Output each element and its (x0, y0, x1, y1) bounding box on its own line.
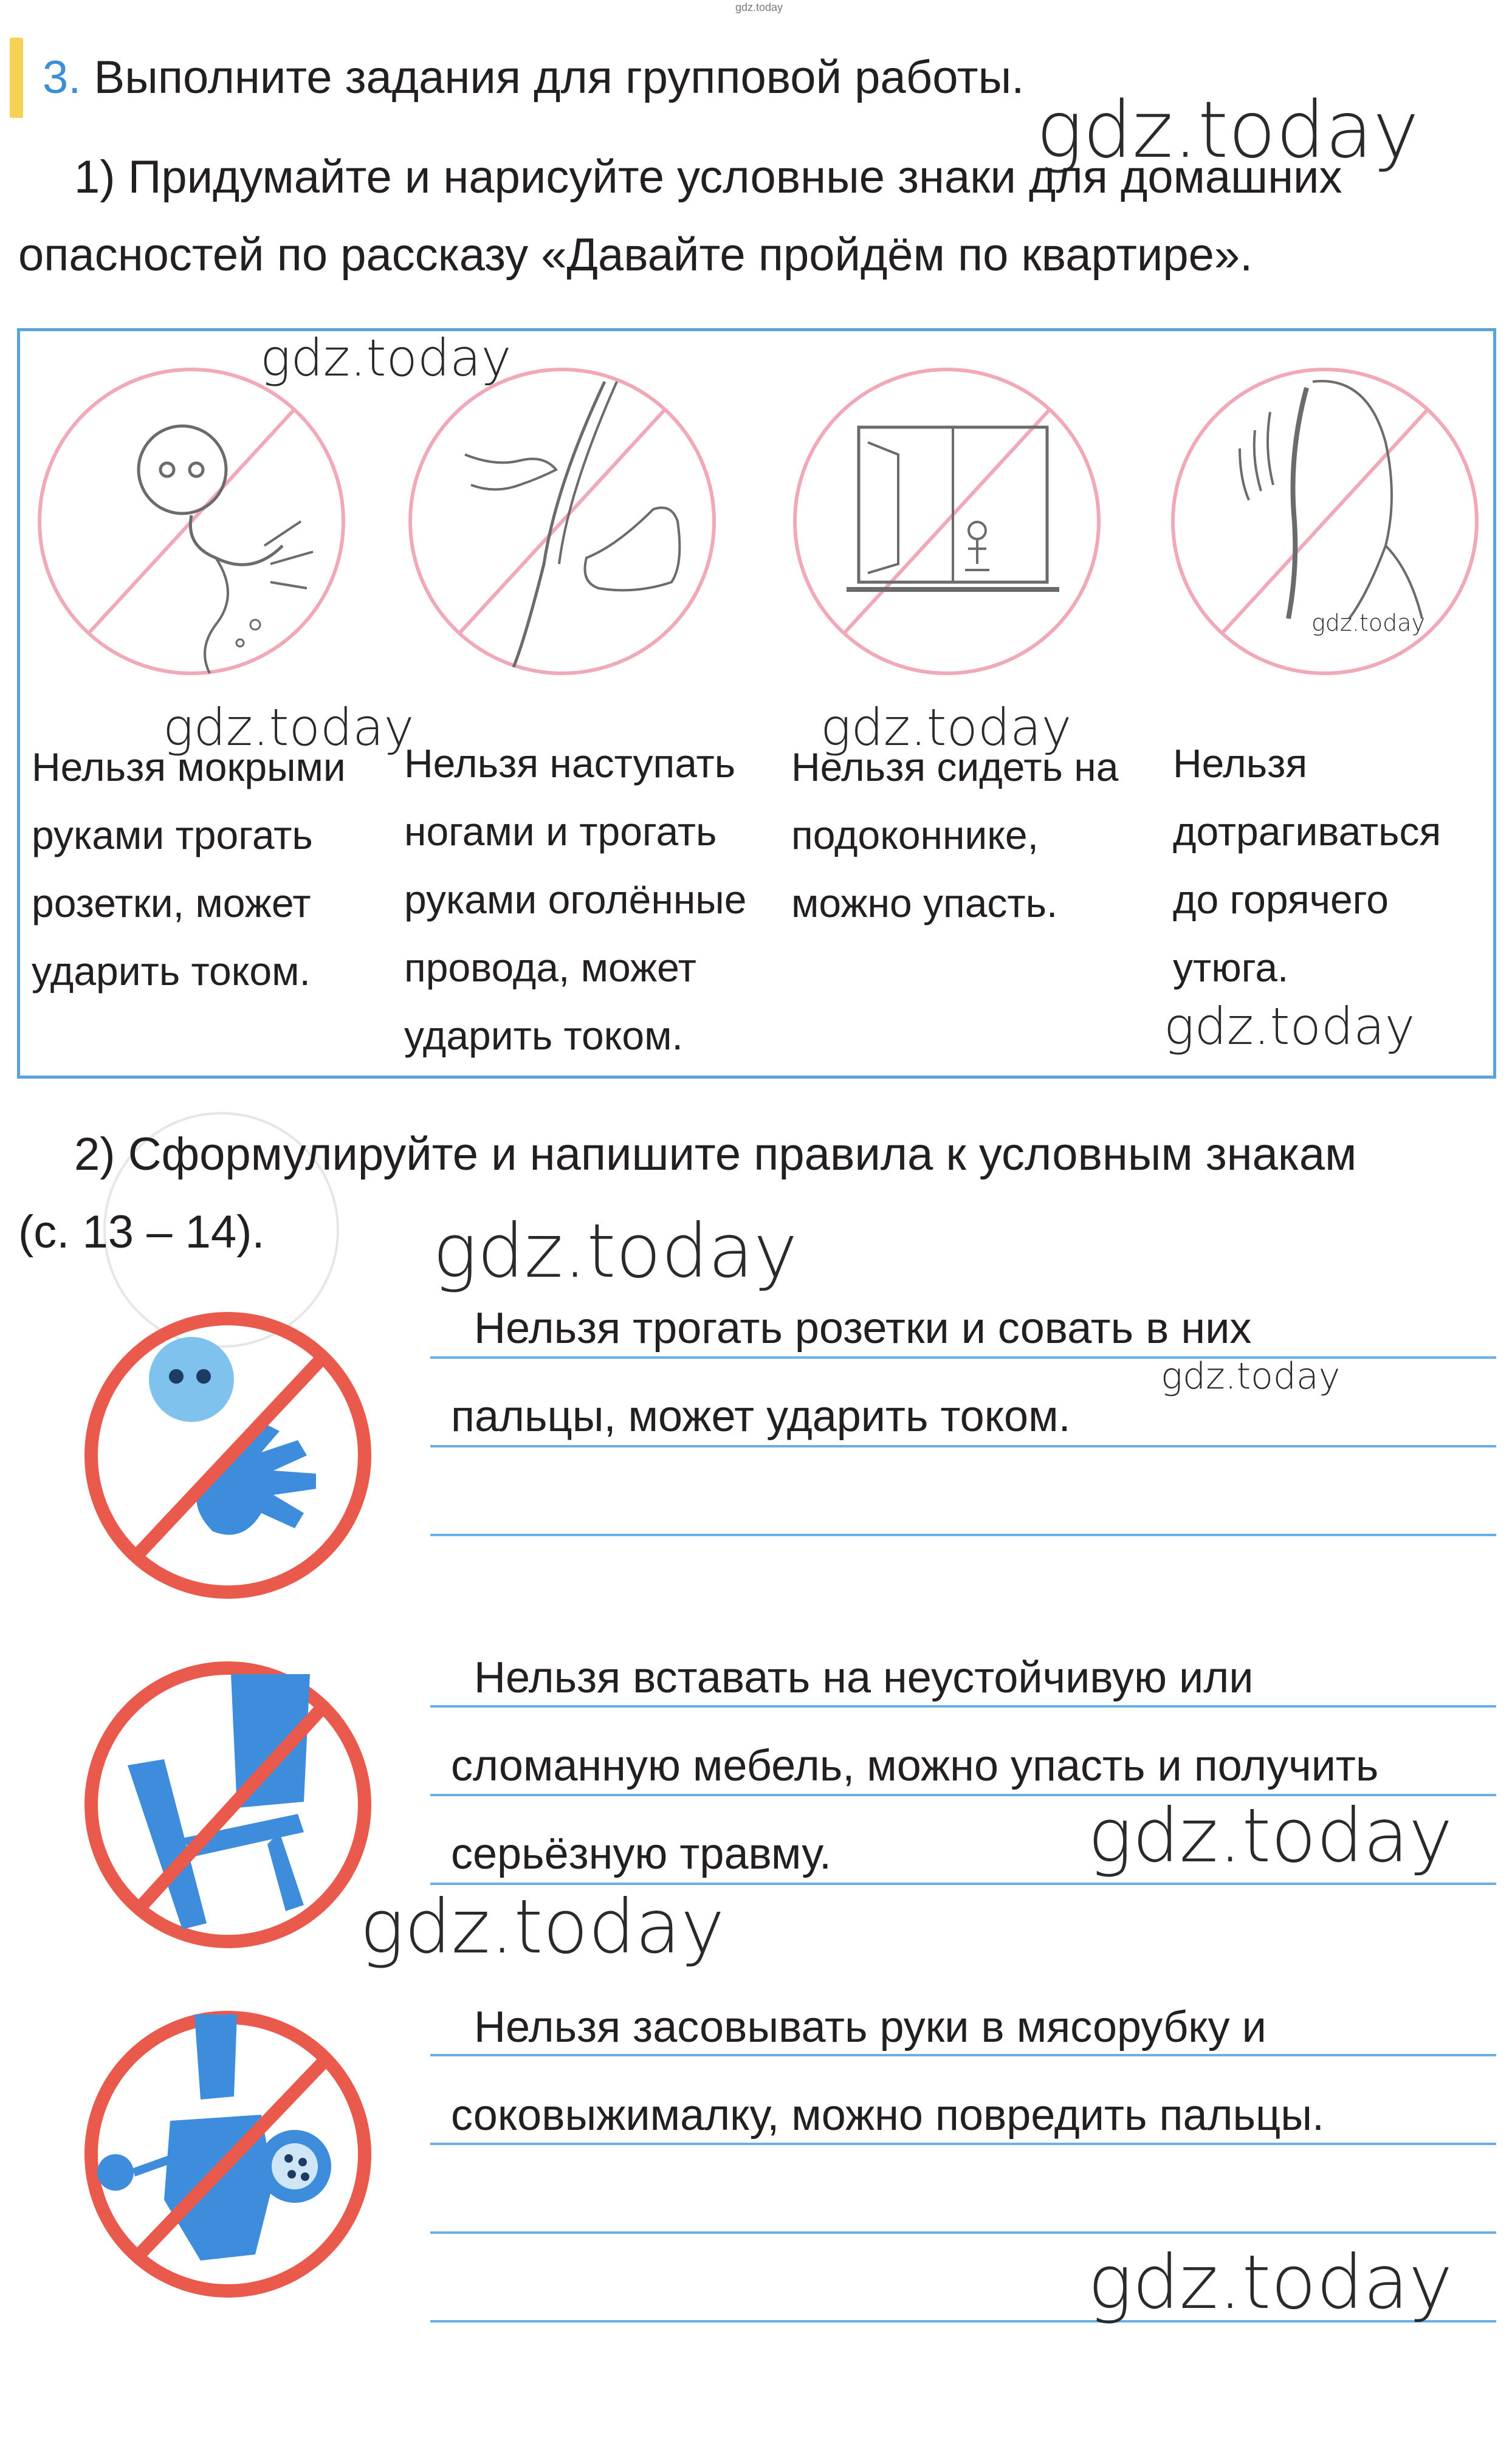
part1-line2: опасностей по рассказу «Давайте пройдём по квартире». (18, 229, 1253, 281)
caption-line: Нельзя сидеть на (791, 744, 1119, 789)
part1-line1: 1) Придумайте и нарисуйте условные знаки для домашних (74, 151, 1342, 203)
sign-caption-2 (404, 729, 746, 1070)
task-heading (43, 47, 1024, 108)
ruled-line (430, 2143, 1496, 2145)
part2-line2: (с. 13 – 14). (18, 1206, 265, 1258)
watermark: gdz.today (433, 1208, 798, 1294)
rule-text: серьёзную травму. (451, 1830, 832, 1878)
rule-text: сломанную мебель, можно упасть и получить (451, 1742, 1379, 1790)
ruled-line (430, 1705, 1496, 1708)
caption-line: руками трогать (32, 812, 313, 857)
caption-line: ногами и трогать (404, 809, 717, 854)
accent-bar (10, 38, 23, 118)
window-sill-icon (789, 363, 1105, 679)
caption-line: до горячего (1173, 877, 1389, 922)
caption-line: можно упасть. (791, 881, 1058, 925)
broken-chair-icon (79, 1650, 377, 1960)
caption-line: провода, может (404, 945, 696, 990)
watermark: gdz.today (820, 698, 1072, 757)
caption-line: Нельзя мокрыми (32, 744, 346, 789)
watermark: gdz.today (1164, 997, 1415, 1056)
sign-caption-1 (32, 733, 346, 1005)
part2-line1: 2) Сформулируйте и напишите правила к условным знакам (74, 1128, 1357, 1180)
rule-text: соковыжималку, можно повредить пальцы. (451, 2091, 1325, 2140)
wet-hand-socket-icon (33, 363, 349, 679)
caption-line: дотрагиваться (1173, 809, 1442, 854)
task-title: Выполните задания для групповой работы. (94, 52, 1025, 103)
top-watermark: gdz.today (735, 1, 783, 13)
ruled-line (430, 1445, 1496, 1447)
rule-text: пальцы, может ударить током. (451, 1392, 1071, 1441)
rule-text: Нельзя засовывать руки в мясорубку и (474, 2003, 1266, 2052)
ruled-line (430, 2054, 1496, 2056)
sign-caption-3 (791, 733, 1118, 937)
caption-line: руками оголённые (404, 877, 747, 922)
watermark: gdz.today (1161, 1355, 1341, 1398)
caption-line: утюга. (1173, 945, 1289, 990)
ruled-line (430, 1534, 1496, 1536)
rule-text: Нельзя трогать розетки и совать в них (474, 1304, 1252, 1353)
caption-line: розетки, может (32, 881, 311, 925)
watermark: gdz.today (163, 698, 414, 757)
bare-wire-foot-icon (404, 363, 720, 679)
task-number: 3. (43, 52, 81, 103)
watermark: gdz.today (1311, 609, 1425, 636)
ruled-line (430, 2231, 1496, 2234)
watermark: gdz.today (1036, 85, 1419, 176)
meat-grinder-icon (79, 1999, 377, 2309)
caption-line: Нельзя наступать (404, 741, 736, 786)
sign-caption-4 (1173, 729, 1441, 1001)
caption-line: ударить током. (32, 949, 311, 994)
caption-line: ударить током. (404, 1013, 683, 1058)
watermark: gdz.today (360, 1884, 725, 1970)
rule-text: Нельзя вставать на неустойчивую или (474, 1653, 1254, 1702)
watermark: gdz.today (1088, 1793, 1453, 1879)
watermark: gdz.today (260, 328, 512, 388)
caption-line: подоконнике, (791, 812, 1039, 857)
watermark: gdz.today (1088, 2239, 1453, 2326)
socket-hand-icon (79, 1300, 377, 1610)
caption-line: Нельзя (1173, 741, 1308, 786)
